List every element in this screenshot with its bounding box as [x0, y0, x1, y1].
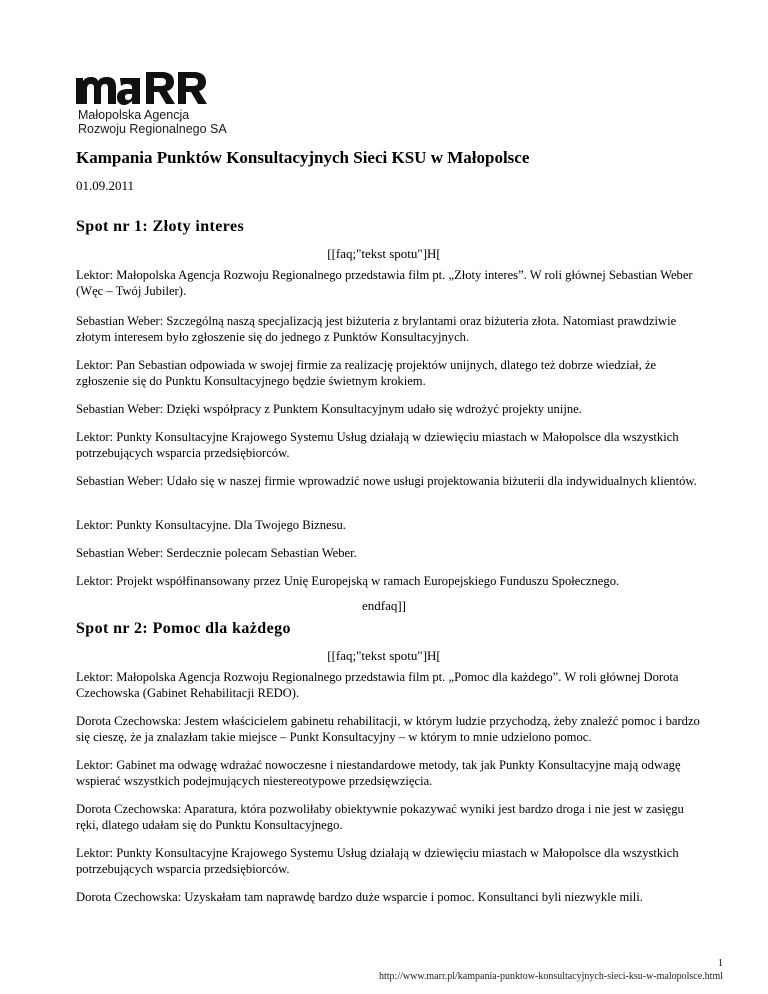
document-date: 01.09.2011 — [76, 178, 135, 193]
marr-wordmark-icon — [76, 70, 216, 106]
spot1-paragraph: Lektor: Punkty Konsultacyjne. Dla Twojego Biznesu. — [76, 518, 346, 532]
spot1-marker-open: [[faq;"tekst spotu"]H[ — [327, 246, 441, 261]
spot1-paragraph: Lektor: Projekt współfinansowany przez Unię Europejską w ramach Europejskiego Funduszu Społecznego. — [76, 574, 620, 588]
spot2-paragraph: Dorota Czechowska: Jestem właścicielem gabinetu rehabilitacji, w którym ludzie przychodzą, żeby znaleźć pomoc i bardzo się cieszę, że ja znalazłam takie miejsce – Punkt Konsultacyjny – w którym to mnie udzielono pomoc. — [76, 714, 700, 744]
footer-url-link[interactable]: http://www.marr.pl/kampania-punktow-konsultacyjnych-sieci-ksu-w-malopolsce.html — [379, 971, 723, 982]
spot2-marker-open: [[faq;"tekst spotu"]H[ — [327, 648, 441, 663]
spot1-paragraph: Sebastian Weber: Dzięki współpracy z Punktem Konsultacyjnym udało się wdrożyć projekty unijne. — [76, 402, 582, 416]
spot1-heading: Spot nr 1: Złoty interes — [76, 218, 245, 235]
spot2-paragraph: Dorota Czechowska: Uzyskałam tam naprawdę bardzo duże wsparcie i pomoc. Konsultanci byli niezwykle mili. — [76, 890, 643, 904]
spot2-paragraph: Lektor: Punkty Konsultacyjne Krajowego Systemu Usług działają w dziewięciu miastach w Małopolsce dla wszystkich potrzebujących wsparcia przedsiębiorców. — [76, 846, 679, 876]
spot2-heading: Spot nr 2: Pomoc dla każdego — [76, 620, 291, 637]
spot1-paragraph: Lektor: Punkty Konsultacyjne Krajowego Systemu Usług działają w dziewięciu miastach w Małopolsce dla wszystkich potrzebujących wsparcia przedsiębiorców. — [76, 430, 679, 460]
logo-line-1: Małopolska Agencja — [78, 108, 190, 122]
spot1-paragraph: Lektor: Małopolska Agencja Rozwoju Regionalnego przedstawia film pt. „Złoty interes”. W roli głównej Sebastian Weber (Węc – Twój Jubiler). — [76, 268, 693, 298]
spot2-paragraph: Dorota Czechowska: Aparatura, która pozwoliłaby obiektywnie pokazywać wyniki jest bardzo droga i nie jest w zasięgu ręki, dlatego udałam się do Punktu Konsultacyjnego. — [76, 802, 684, 832]
logo-line-2: Rozwoju Regionalnego SA — [78, 122, 227, 136]
document-title: Kampania Punktów Konsultacyjnych Sieci KSU w Małopolsce — [76, 148, 530, 167]
spot1-paragraph: Sebastian Weber: Udało się w naszej firmie wprowadzić nowe usługi projektowania biżuterii dla indywidualnych klientów. — [76, 474, 697, 488]
page-number: 1 — [718, 958, 723, 969]
spot1-paragraph: Sebastian Weber: Szczególną naszą specjalizacją jest biżuteria z brylantami oraz biżuteria złota. Natomiast prawdziwie złotym interesem było zgłoszenie się do jednego z Punktów Konsultacyjnych. — [76, 314, 677, 344]
spot2-paragraph: Lektor: Gabinet ma odwagę wdrażać nowoczesne i niestandardowe metody, tak jak Punkty Konsultacyjne mają odwagę wspierać wszystkich podejmujących niestereotypowe przedsięwzięcia. — [76, 758, 681, 788]
marr-logo — [76, 70, 236, 136]
spot1-marker-close: endfaq]] — [361, 598, 407, 613]
spot2-paragraph: Lektor: Małopolska Agencja Rozwoju Regionalnego przedstawia film pt. „Pomoc dla każdego”. W roli głównej Dorota Czechowska (Gabinet Rehabilitacji REDO). — [76, 670, 679, 700]
logo-caption — [78, 108, 227, 136]
spot1-paragraph: Lektor: Pan Sebastian odpowiada w swojej firmie za realizację projektów unijnych, dlatego też dobrze wiedział, że zgłoszenie się do Punktu Konsultacyjnego będzie świetnym krokiem. — [76, 358, 657, 388]
spot1-paragraph: Sebastian Weber: Serdecznie polecam Sebastian Weber. — [76, 546, 357, 560]
